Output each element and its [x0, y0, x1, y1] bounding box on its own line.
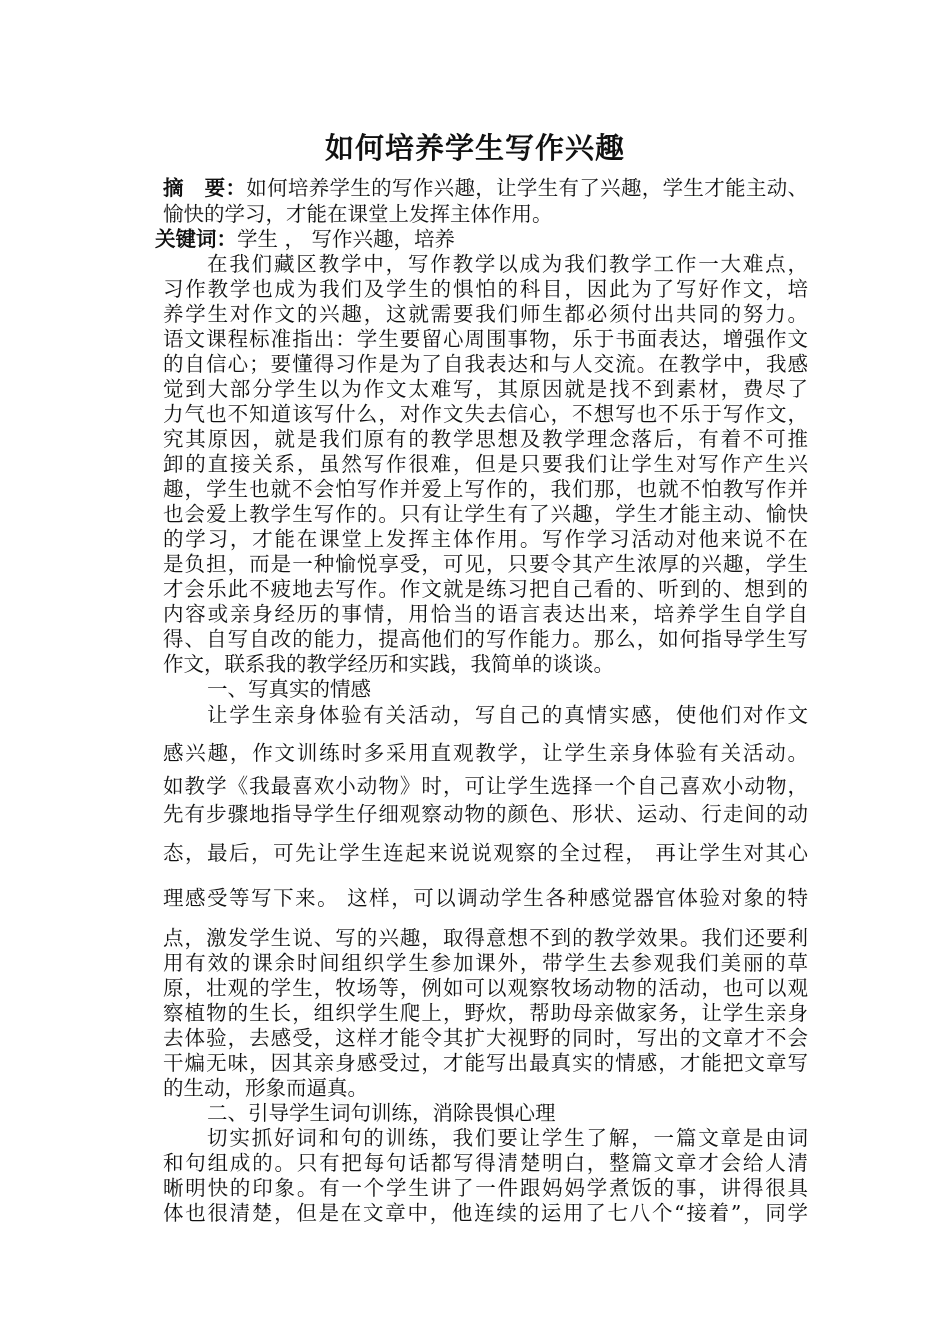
section-heading: 二、引导学生词句训练，消除畏惧心理: [207, 1101, 556, 1125]
abstract-label: 摘 要：: [163, 176, 247, 200]
body-line: 究其原因，就是我们原有的教学思想及教学理念落后，有着不可推: [163, 427, 808, 451]
body-line: 晰明快的印象。有一个学生讲了一件跟妈妈学煮饭的事，讲得很具: [163, 1176, 808, 1200]
keywords-label: 关键词：: [155, 227, 237, 251]
body-line: 养学生对作文的兴趣，这就需要我们师生都必须付出共同的努力。: [163, 302, 808, 326]
body-line: 语文课程标准指出：学生要留心周围事物，乐于书面表达，增强作文: [163, 327, 808, 351]
body-line: 用有效的课余时间组织学生参加课外，带学生去参观我们美丽的草: [163, 951, 808, 975]
body-line: 态，最后，可先让学生连起来说说观察的全过程， 再让学生对其心: [163, 841, 808, 865]
body-line: 点，激发学生说、写的兴趣，取得意想不到的教学效果。我们还要利: [163, 926, 808, 950]
body-line: 体也很清楚，但是在文章中，他连续的运用了七八个“接着”，同学: [163, 1201, 808, 1225]
body-line: 干煸无味，因其亲身感受过，才能写出最真实的情感，才能把文章写: [163, 1051, 808, 1075]
abstract-text: 如何培养学生的写作兴趣，让学生有了兴趣，学生才能主动、: [246, 176, 809, 200]
body-line: 感兴趣，作文训练时多采用直观教学，让学生亲身体验有关活动。: [163, 741, 808, 765]
body-line: 察植物的生长，组织学生爬上，野炊，帮助母亲做家务，让学生亲身: [163, 1001, 808, 1025]
body-line: 先有步骤地指导学生仔细观察动物的颜色、形状、运动、行走间的动: [163, 802, 808, 826]
body-line: 让学生亲身体验有关活动，写自己的真情实感，使他们对作文: [207, 703, 808, 727]
document-title: 如何培养学生写作兴趣: [324, 131, 625, 165]
body-line: 去体验，去感受，这样才能令其扩大视野的同时，写出的文章才不会: [163, 1026, 808, 1050]
abstract-line: 愉快的学习，才能在课堂上发挥主体作用。: [163, 202, 553, 226]
body-line: 的自信心；要懂得习作是为了自我表达和与人交流。在教学中，我感: [163, 352, 808, 376]
body-line: 也会爱上教学生写作的。只有让学生有了兴趣，学生才能主动、愉快: [163, 502, 808, 526]
body-line: 才会乐此不疲地去写作。作文就是练习把自己看的、听到的、想到的: [163, 577, 808, 601]
body-line: 内容或亲身经历的事情，用恰当的语言表达出来，培养学生自学自: [163, 602, 808, 626]
body-line: 习作教学也成为我们及学生的惧怕的科目，因此为了写好作文，培: [163, 277, 808, 301]
body-line: 觉到大部分学生以为作文太难写，其原因就是找不到素材，费尽了: [163, 377, 808, 401]
body-line: 趣，学生也就不会怕写作并爱上写作的，我们那，也就不怕教写作并: [163, 477, 808, 501]
body-line: 和句组成的。只有把每句话都写得清楚明白，整篇文章才会给人清: [163, 1151, 808, 1175]
body-line: 的学习，才能在课堂上发挥主体作用。写作学习活动对他来说不在: [163, 527, 808, 551]
body-line: 在我们藏区教学中，写作教学以成为我们教学工作一大难点，: [207, 252, 808, 276]
body-line: 作文，联系我的教学经历和实践，我简单的谈谈。: [163, 652, 614, 676]
body-line: 力气也不知道该写什么，对作文失去信心，不想写也不乐于写作文，: [163, 402, 808, 426]
body-line: 卸的直接关系，虽然写作很难，但是只要我们让学生对写作产生兴: [163, 452, 808, 476]
abstract-line: [163, 175, 808, 201]
keywords-line: [155, 226, 800, 252]
section-heading: 一、写真实的情感: [207, 677, 371, 701]
body-line: 原，壮观的学生，牧场等，例如可以观察牧场动物的活动，也可以观: [163, 976, 808, 1000]
keywords-text: 学生 ， 写作兴趣，培养: [237, 227, 456, 251]
body-line: 是负担，而是一种愉悦享受，可见，只要令其产生浓厚的兴趣，学生: [163, 552, 808, 576]
body-line: 理感受等写下来。 这样，可以调动学生各种感觉器官体验对象的特: [163, 886, 808, 910]
body-line: 的生动，形象而逼真。: [163, 1076, 368, 1100]
body-line: 得、自写自改的能力，提高他们的写作能力。那么，如何指导学生写: [163, 627, 808, 651]
body-line: 如教学《我最喜欢小动物》时，可让学生选择一个自己喜欢小动物，: [163, 774, 808, 798]
body-line: 切实抓好词和句的训练，我们要让学生了解，一篇文章是由词: [207, 1126, 808, 1150]
